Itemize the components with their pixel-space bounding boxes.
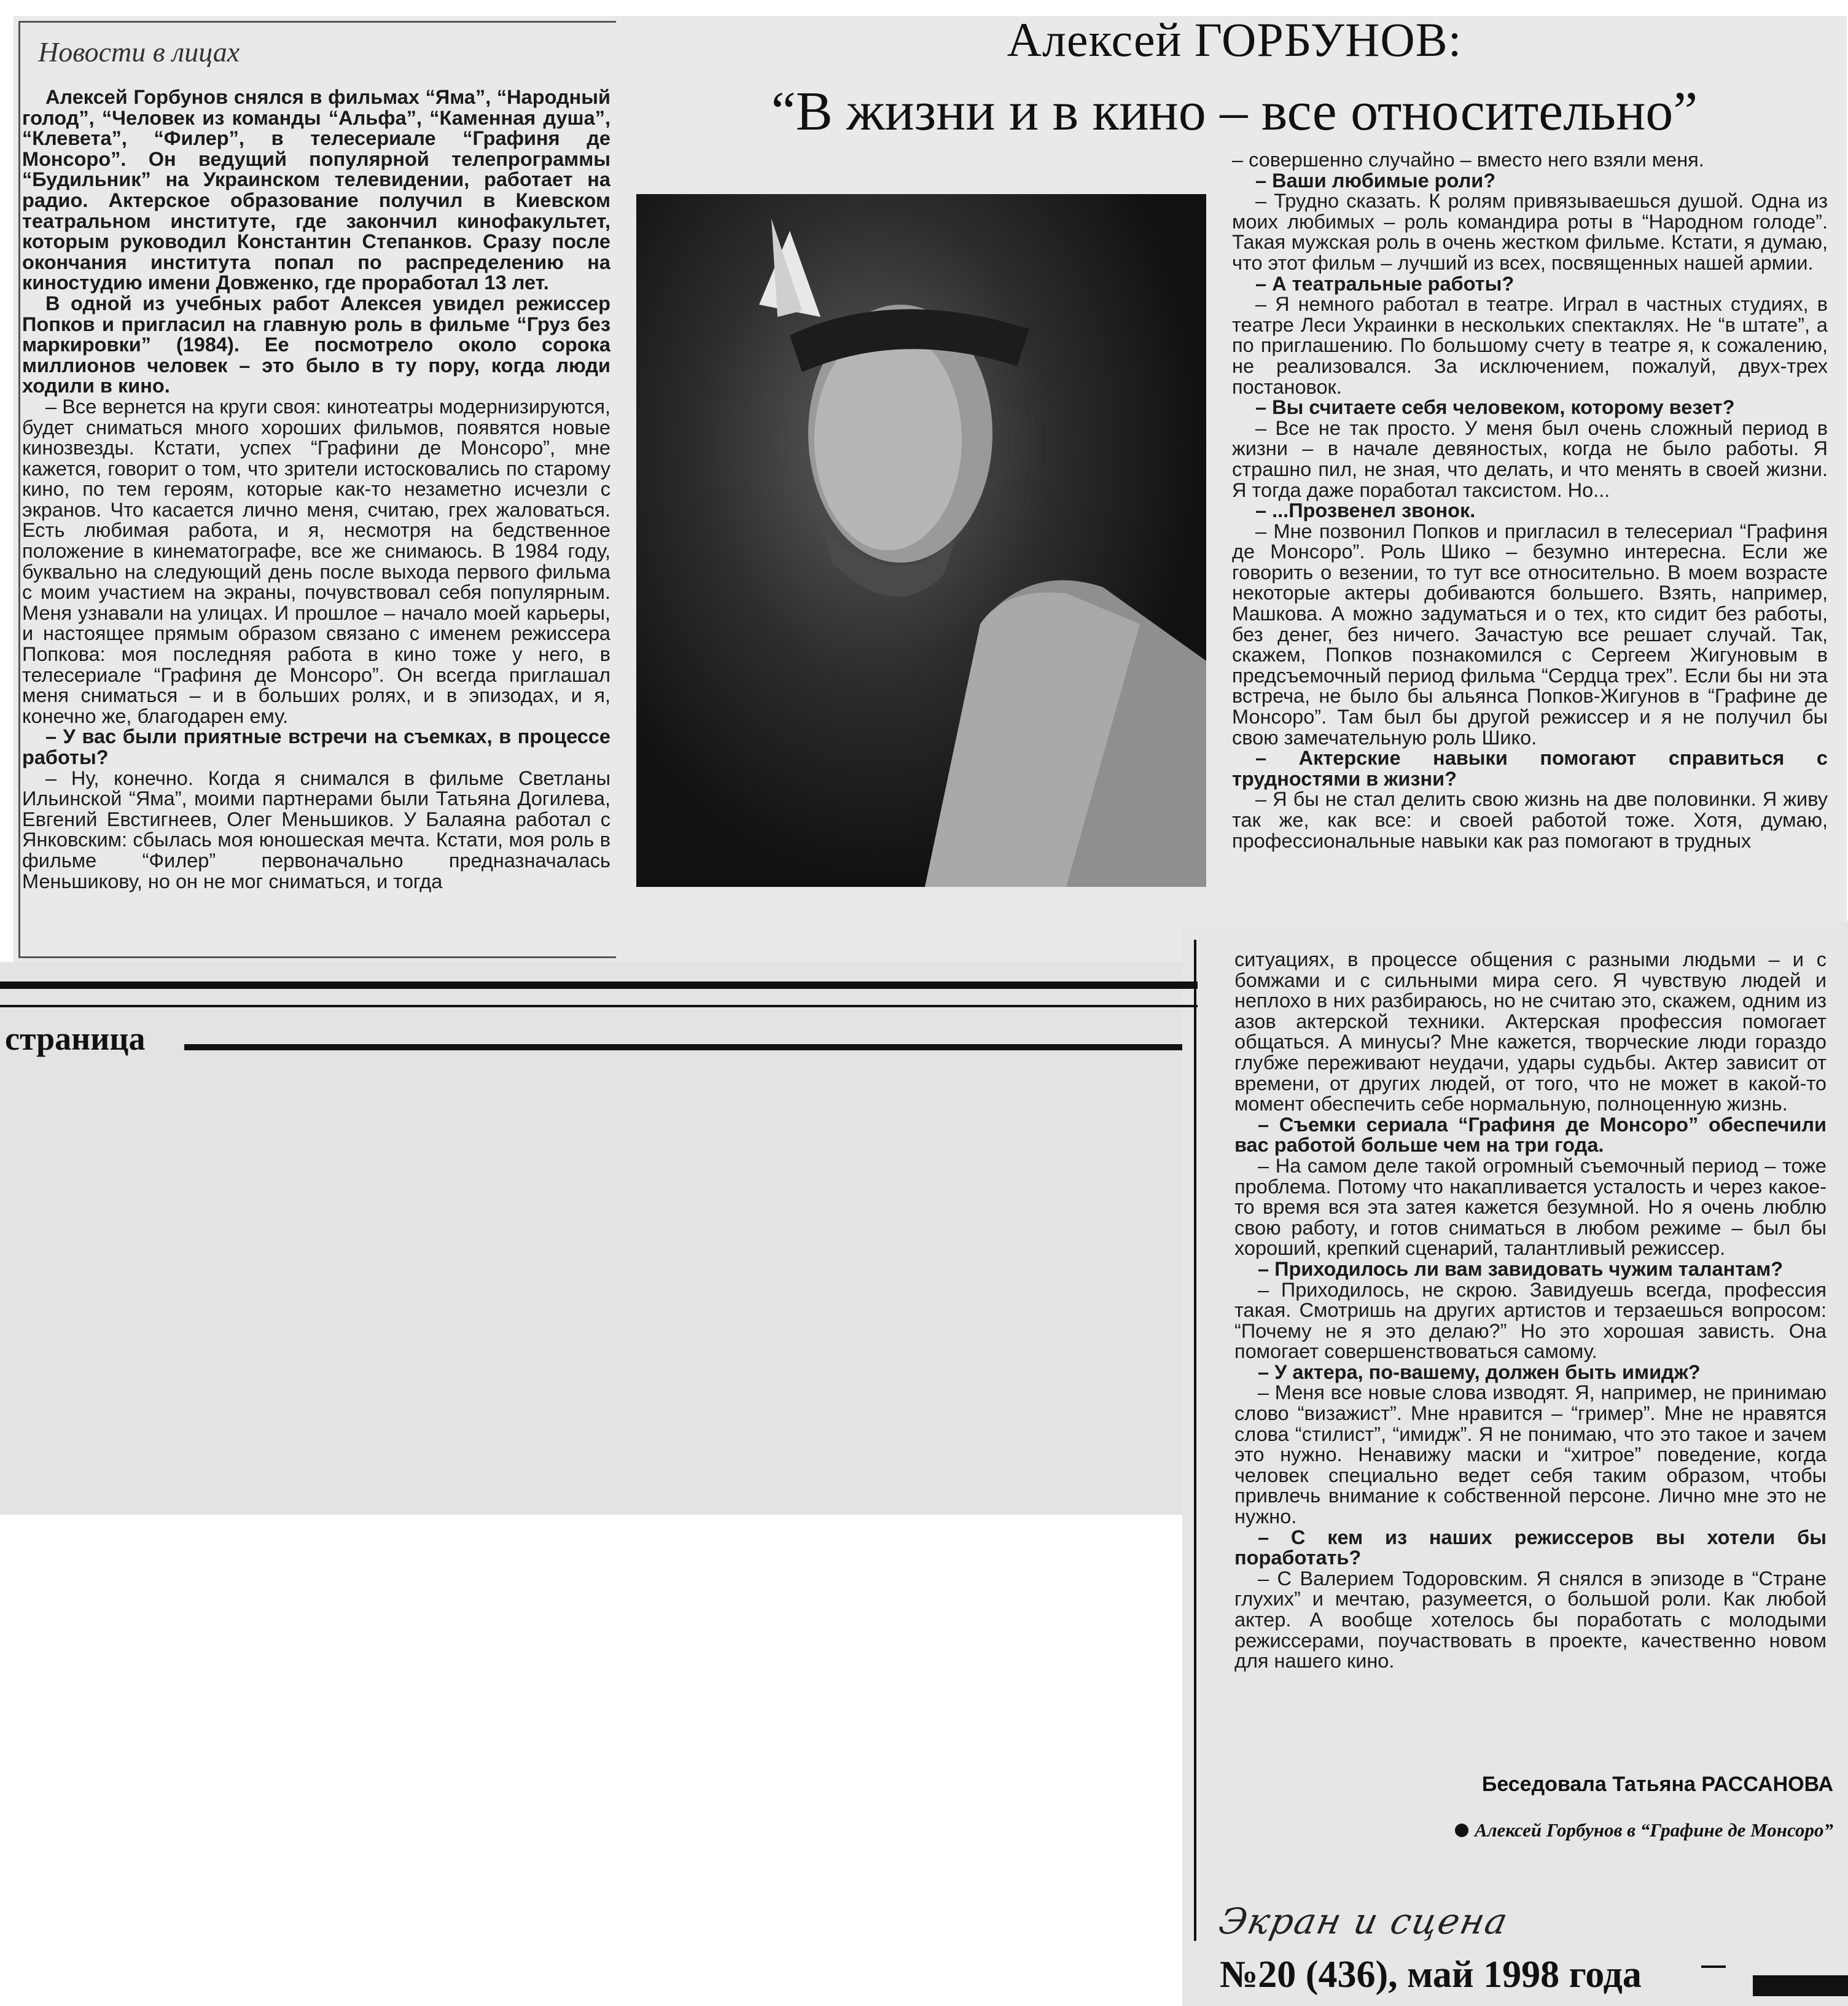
photo-caption — [1455, 1819, 1833, 1841]
paragraph: – Все вернется на круги своя: кинотеатры модернизируются, будет сниматься много хороших фильмов, появятся новые кинозвезды. Кстати, успех “Графини де Монсоро”, мне кажется, говорит о том, что зрители истосковались по старому кино, по тем героям, которые как-то незаметно исчезли с экранов. Что касается лично меня, считаю, грех жаловаться. Есть любимая работа, и я, несмотря на бедственное положение в кинематографе, все же снимаюсь. В 1984 году, буквально на следующий день после выхода первого фильма с моим участием на экраны, почувствовал себя популярным. Меня узнавали на улицах. И прошлое – начало моей карьеры, и настоящее прямым образом связано с именем режиссера Попкова: моя последняя работа в кино тоже у него, в телесериале “Графиня де Монсоро”. Он всегда приглашал меня сниматься – и в больших ролях, и в эпизодах, и я, конечно же, благодарен ему. — [22, 395, 610, 727]
headline-name: Алексей ГОРБУНОВ: — [1007, 13, 1462, 66]
paragraph: – Мне позвонил Попков и пригласил в телесериал “Графиня де Монсоро”. Роль Шико – безумно интересна. Если же говорить о везении, то тут все относительно. В моем возрасте некоторые актеры добиваются большего. Взять, например, Машкова. А можно задуматься и о тех, кто сидит без работы, без денег, без ничего. Зачастую все решает случай. Так, скажем, Попков познакомился с Сергеем Жигуновым в предсъемочный период фильма “Сердца трех”. Если бы ни эта встреча, не было бы альянса Попков-Жигунов в “Графине де Монсоро”. Там был бы другой режиссер и я не получил бы свою замечательную роль Шико. — [1232, 520, 1828, 749]
rule-vertical-right — [1194, 940, 1196, 1941]
paragraph: – Трудно сказать. К ролям привязываешься душой. Одна из моих любимых – роль командира роты в “Народном голоде”. Такая мужская роль в очень жестком фильме. Кстати, я думаю, что этот фильм – лучший из всех, посвященных нашей армии. — [1232, 190, 1828, 274]
headline-quote: “В жизни и в кино – все относительно” — [771, 81, 1698, 142]
article-column-middle — [1232, 150, 1828, 929]
question-paragraph: – С кем из наших режиссеров вы хотели бы поработать? — [1234, 1526, 1827, 1569]
question-paragraph: – Ваши любимые роли? — [1255, 169, 1496, 192]
portrait-photo — [636, 194, 1206, 887]
page-label: страница — [5, 1020, 146, 1057]
question-paragraph: В одной из учебных работ Алексея увидел режиссер Попков и пригласил на главную роль в фильме “Груз без маркировки” (1984). Ее посмотрело около сорока миллионов человек – это было в ту пору, когда люди ходили в кино. — [22, 292, 610, 397]
article-column-left — [22, 87, 610, 945]
paragraph: – Все не так просто. У меня был очень сложный период в жизни – в начале девяностых, когда не было работы. Я страшно пил, не зная, что делать, и что менять в своей жизни. Я тогда даже поработал таксистом. Но... — [1232, 416, 1828, 501]
paragraph: – Я бы не стал делить свою жизнь на две половинки. Я живу так же, как все: и своей работой тоже. Хотя, думаю, профессиональные навыки как раз помогают в трудных — [1232, 788, 1828, 852]
paragraph: – На самом деле такой огромный съемочный период – тоже проблема. Потому что накапливается усталость и через какое-то время вся эта затея кажется безумной. Но я очень люблю свою работу, и готов сниматься в любом режиме – был бы хороший, крепкий сценарий, талантливый режиссер. — [1234, 1154, 1827, 1260]
question-paragraph: – ...Прозвенел звонок. — [1255, 499, 1476, 522]
masthead-title: Экран и сцена — [1215, 1900, 1513, 1942]
question-paragraph: – У актера, по-вашему, должен быть имидж? — [1258, 1360, 1701, 1383]
rule-dash — [1701, 1965, 1726, 1968]
paragraph: – совершенно случайно – вместо него взяли меня. — [1232, 150, 1704, 171]
rule-thin — [0, 1005, 1198, 1007]
portrait-illustration — [636, 194, 1206, 887]
question-paragraph: – Актерские навыки помогают справиться с трудностями в жизни? — [1232, 747, 1828, 790]
question-paragraph: Алексей Горбунов снялся в фильмах “Яма”, “Народный голод”, “Человек из команды “Альфа”, “Каменная душа”, “Клевета”, “Филер”, в телесериале “Графиня де Монсоро”. Он ведущий популярной телепрограммы “Будильник” на Украинском телевидении, работает на радио. Актерское образование получил в Киевском театральном институте, где закончил кинофакультет, которым руководил Константин Степанков. Сразу после окончания института попал по распределению на киностудию имени Довженко, где проработал 13 лет. — [22, 87, 610, 294]
author-signature: Беседовала Татьяна РАССАНОВА — [1481, 1773, 1833, 1796]
rule-block — [1753, 1975, 1848, 1996]
question-paragraph: – А театральные работы? — [1255, 272, 1515, 295]
section-kicker: Новости в лицах — [38, 36, 240, 68]
paragraph: – Я немного работал в театре. Играл в частных студиях, в театре Леси Украинки в нескольких спектаклях. Не “в штате”, а по приглашению. По большому счету в театре я, к сожалению, не реализовался. За исключением, пожалуй, двух-трех постановок. — [1232, 293, 1828, 398]
question-paragraph: – Приходилось ли вам завидовать чужим талантам? — [1258, 1257, 1784, 1280]
photo-caption-text: Алексей Горбунов в “Графине де Монсоро” — [1474, 1819, 1833, 1841]
paragraph: ситуациях, в процессе общения с разными людьми – и с бомжами и с сильными мира сего. Я чувствую людей и неплохо в них разбираюсь, но не считаю это, скажем, одним из азов актерской техники. Актерская профессия помогает общаться. А минусы? Мне кажется, творческие люди гораздо глубже переживают неудачи, удары судьбы. Актер зависит от времени, от других людей, от того, что не может в какой-то момент обеспечить себе нормальную, полноценную жизнь. — [1234, 950, 1827, 1115]
rule-heavy — [0, 982, 1198, 989]
paragraph: – Меня все новые слова изводят. Я, например, не принимаю слово “визажист”. Мне нравится – “гример”. Мне не нравятся слова “стилист”, “имидж”. Я не понимаю, что это такое и зачем это нужно. Ненавижу маски и “хитрое” поведение, когда человек специально ведет себя таким образом, чтобы привлечь внимание к собственной персоне. Лично мне это не нужно. — [1234, 1381, 1827, 1528]
paragraph: – С Валерием Тодоровским. Я снялся в эпизоде в “Стране глухих” и мечтаю, разумеется, о большой роли. Как любой актер. А вообще хотелось бы поработать с молодыми режиссерами, поучаствовать в проекте, качественно новом для нашего кино. — [1234, 1567, 1827, 1672]
bullet-icon — [1455, 1824, 1468, 1837]
question-paragraph: – Съемки сериала “Графиня де Монсоро” обеспечили вас работой больше чем на три года. — [1234, 1113, 1827, 1157]
question-paragraph: – Вы считаете себя человеком, которому везет? — [1255, 396, 1735, 419]
rule-footer — [184, 1044, 1182, 1050]
question-paragraph: – У вас были приятные встречи на съемках, в процессе работы? — [22, 725, 610, 768]
issue-number: №20 (436), май 1998 года — [1220, 1954, 1642, 1996]
paragraph: – Приходилось, не скрою. Завидуешь всегда, профессия такая. Смотришь на других артистов и терзаешься вопросом: “Почему не я это делаю?” Но это хорошая зависть. Она помогает совершенствоваться самому. — [1234, 1278, 1827, 1363]
paragraph: – Ну, конечно. Когда я снимался в фильме Светланы Ильинской “Яма”, моими партнерами были Татьяна Догилева, Евгений Евстигнеев, Олег Меньшиков. У Балаяна работал с Янковским: сбылась моя юношеская мечта. Кстати, моя роль в фильме “Филер” первоначально предназначалась Меньшикову, но он не мог сниматься, и тогда — [22, 767, 610, 892]
